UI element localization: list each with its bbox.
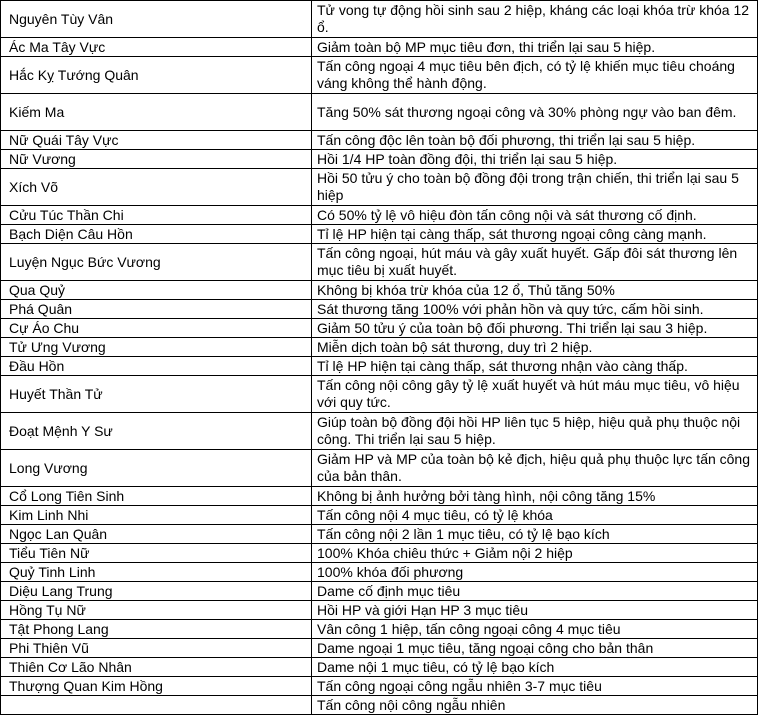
table-row[interactable] <box>1 38 758 57</box>
table-row[interactable] <box>1 639 758 658</box>
character-name-cell[interactable]: Phá Quân <box>1 300 312 319</box>
character-name-cell[interactable]: Cửu Túc Thần Chi <box>1 206 312 225</box>
character-name-cell[interactable]: Ngọc Lan Quân <box>1 525 312 544</box>
character-name-cell[interactable]: Đầu Hồn <box>1 357 312 376</box>
character-name-cell[interactable]: Tiểu Tiên Nữ <box>1 544 312 563</box>
skill-description-cell[interactable]: Không bị khóa trừ khóa của 12 ổ, Thủ tăng 50% <box>312 281 758 300</box>
skill-description-cell[interactable]: Tấn công độc lên toàn bộ đối phương, thi triển lại sau 5 hiệp. <box>312 131 758 150</box>
character-name-cell[interactable]: Bạch Diện Câu Hồn <box>1 225 312 244</box>
skill-description-cell[interactable]: Hồi 50 tửu ý cho toàn bộ đồng đội trong trận chiến, thi triển lại sau 5 hiệp <box>312 169 758 206</box>
table-row[interactable] <box>1 206 758 225</box>
table-row[interactable] <box>1 620 758 639</box>
skill-description-cell[interactable]: Dame cố định mục tiêu <box>312 582 758 601</box>
character-name-cell[interactable]: Nữ Vương <box>1 150 312 169</box>
table-row[interactable] <box>1 487 758 506</box>
table-row[interactable] <box>1 544 758 563</box>
skill-description-cell[interactable]: Tấn công nội công gây tỷ lệ xuất huyết và hút máu mục tiêu, vô hiệu với quy tức. <box>312 376 758 413</box>
character-name-cell[interactable]: Hắc Kỵ Tướng Quân <box>1 57 312 94</box>
skill-description-cell[interactable]: 100% khóa đối phương <box>312 563 758 582</box>
skill-description-cell[interactable]: Miễn dịch toàn bộ sát thương, duy trì 2 hiệp. <box>312 338 758 357</box>
skill-description-cell[interactable]: Dame ngoại 1 mục tiêu, tăng ngoại công cho bản thân <box>312 639 758 658</box>
table-row[interactable] <box>1 338 758 357</box>
character-name-cell[interactable]: Luyện Ngục Bức Vương <box>1 244 312 281</box>
skill-description-cell[interactable]: Giảm HP và MP của toàn bộ kẻ địch, hiệu quả phụ thuộc lực tấn công của bản thân. <box>312 450 758 487</box>
table-row[interactable] <box>1 696 758 715</box>
table-row[interactable] <box>1 1 758 38</box>
skill-description-cell[interactable]: 100% Khóa chiêu thức + Giảm nội 2 hiệp <box>312 544 758 563</box>
skill-description-cell[interactable]: Tấn công nội 2 lần 1 mục tiêu, có tỷ lệ bạo kích <box>312 525 758 544</box>
table-row[interactable] <box>1 677 758 696</box>
skills-table-body <box>1 0 758 715</box>
character-name-cell[interactable]: Long Vương <box>1 450 312 487</box>
skill-description-cell[interactable]: Vân công 1 hiệp, tấn công ngoại công 4 mục tiêu <box>312 620 758 639</box>
table-row[interactable] <box>1 601 758 620</box>
table-row[interactable] <box>1 244 758 281</box>
character-name-cell[interactable]: Nữ Quái Tây Vực <box>1 131 312 150</box>
table-row[interactable] <box>1 94 758 131</box>
skill-description-cell[interactable]: Tấn công nội công ngẫu nhiên <box>312 696 758 715</box>
skill-description-cell[interactable]: Hồi 1/4 HP toàn đồng đội, thi triển lại sau 5 hiệp. <box>312 150 758 169</box>
character-name-cell[interactable]: Qua Quỷ <box>1 281 312 300</box>
character-name-cell[interactable]: Diệu Lang Trung <box>1 582 312 601</box>
table-row[interactable] <box>1 357 758 376</box>
table-row[interactable] <box>1 281 758 300</box>
character-name-cell[interactable]: Kim Linh Nhi <box>1 506 312 525</box>
skill-description-cell[interactable]: Tăng 50% sát thương ngoại công và 30% phòng ngự vào ban đêm. <box>312 94 758 131</box>
skill-description-cell[interactable]: Tấn công ngoại, hút máu và gây xuất huyết. Gấp đôi sát thương lên mục tiêu bị xuất huyết. <box>312 244 758 281</box>
skill-description-cell[interactable]: Tử vong tự động hồi sinh sau 2 hiệp, kháng các loại khóa trừ khóa 12 ổ. <box>312 1 758 38</box>
table-row[interactable] <box>1 413 758 450</box>
character-name-cell[interactable]: Tật Phong Lang <box>1 620 312 639</box>
character-name-cell[interactable]: Phi Thiên Vũ <box>1 639 312 658</box>
character-name-cell[interactable]: Xích Võ <box>1 169 312 206</box>
table-row[interactable] <box>1 300 758 319</box>
table-row[interactable] <box>1 131 758 150</box>
character-name-cell[interactable]: Cổ Long Tiên Sinh <box>1 487 312 506</box>
skill-description-cell[interactable]: Có 50% tỷ lệ vô hiệu đòn tấn công nội và sát thương cố định. <box>312 206 758 225</box>
character-name-cell[interactable]: Nguyên Tùy Vân <box>1 1 312 38</box>
table-row[interactable] <box>1 376 758 413</box>
skill-description-cell[interactable]: Không bị ảnh hưởng bởi tàng hình, nội công tăng 15% <box>312 487 758 506</box>
character-name-cell[interactable]: Ác Ma Tây Vực <box>1 38 312 57</box>
character-name-cell[interactable]: Cự Áo Chu <box>1 319 312 338</box>
character-name-cell[interactable]: Huyết Thần Tử <box>1 376 312 413</box>
skill-description-cell[interactable]: Giảm toàn bộ MP mục tiêu đơn, thi triển lại sau 5 hiệp. <box>312 38 758 57</box>
table-row[interactable] <box>1 319 758 338</box>
character-name-cell[interactable]: Tử Ưng Vương <box>1 338 312 357</box>
table-row[interactable] <box>1 525 758 544</box>
table-row[interactable] <box>1 57 758 94</box>
skill-description-cell[interactable]: Tấn công nội 4 mục tiêu, có tỷ lệ khóa <box>312 506 758 525</box>
character-name-cell[interactable]: Kiếm Ma <box>1 94 312 131</box>
character-name-cell[interactable]: Hồng Tụ Nữ <box>1 601 312 620</box>
skill-description-cell[interactable]: Tấn công ngoại 4 mục tiêu bên địch, có tỷ lệ khiến mục tiêu choáng váng không thể hành động. <box>312 57 758 94</box>
character-name-cell[interactable]: Đoạt Mệnh Y Sư <box>1 413 312 450</box>
table-row[interactable] <box>1 563 758 582</box>
table-row[interactable] <box>1 582 758 601</box>
skill-description-cell[interactable]: Giảm 50 tửu ý của toàn bộ đối phương. Thi triển lại sau 3 hiệp. <box>312 319 758 338</box>
table-row[interactable] <box>1 658 758 677</box>
skill-description-cell[interactable]: Giúp toàn bộ đồng đội hồi HP liên tục 5 hiệp, hiệu quả phụ thuộc nội công. Thi triển lại sau 5 hiệp. <box>312 413 758 450</box>
skill-description-cell[interactable]: Tấn công ngoại công ngẫu nhiên 3-7 mục tiêu <box>312 677 758 696</box>
skill-description-cell[interactable]: Tỉ lệ HP hiện tại càng thấp, sát thương nhận vào càng thấp. <box>312 357 758 376</box>
skill-description-cell[interactable]: Hồi HP và giới Hạn HP 3 mục tiêu <box>312 601 758 620</box>
table-row[interactable] <box>1 169 758 206</box>
table-row[interactable] <box>1 150 758 169</box>
character-name-cell[interactable]: Thiên Cơ Lão Nhân <box>1 658 312 677</box>
character-name-cell[interactable]: Thượng Quan Kim Hồng <box>1 677 312 696</box>
skill-description-cell[interactable]: Dame nội 1 mục tiêu, có tỷ lệ bạo kích <box>312 658 758 677</box>
character-name-cell[interactable] <box>1 696 312 715</box>
skill-description-cell[interactable]: Tỉ lệ HP hiện tại càng thấp, sát thương ngoại công càng mạnh. <box>312 225 758 244</box>
table-row[interactable] <box>1 450 758 487</box>
character-name-cell[interactable]: Quỷ Tinh Linh <box>1 563 312 582</box>
table-row[interactable] <box>1 225 758 244</box>
skill-description-cell[interactable]: Sát thương tăng 100% với phản hồn và quy tức, cấm hồi sinh. <box>312 300 758 319</box>
table-row[interactable] <box>1 506 758 525</box>
